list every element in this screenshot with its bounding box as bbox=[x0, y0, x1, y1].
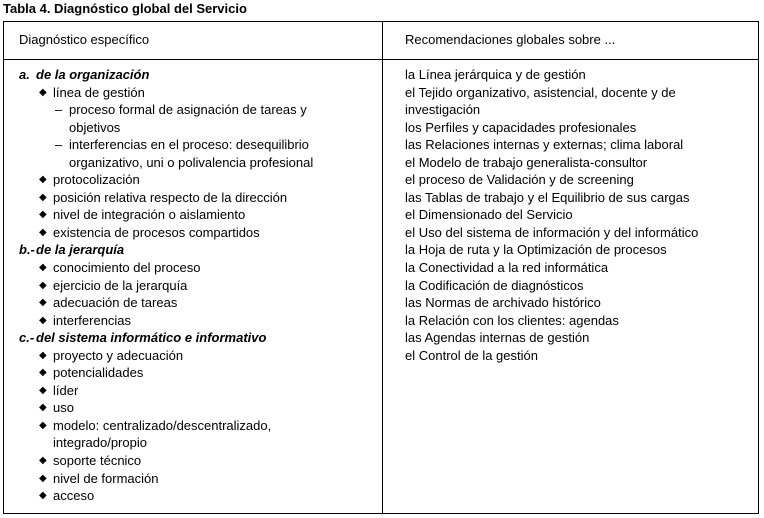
list-item-text: nivel de formación bbox=[53, 470, 159, 486]
recommendation-line: el Modelo de trabajo generalista-consultor bbox=[405, 154, 648, 170]
list-item bbox=[19, 171, 374, 189]
section-marker: a. bbox=[19, 67, 30, 82]
recommendation-line: las Normas de archivado histórico bbox=[405, 295, 601, 311]
list-item-text: posición relativa respecto de la dirección bbox=[53, 189, 288, 205]
diamond-bullet-icon: ◆ bbox=[39, 419, 47, 431]
list-item bbox=[19, 277, 374, 295]
list-item-text: interferencias bbox=[53, 312, 132, 328]
sub-list-item bbox=[19, 101, 374, 119]
list-item bbox=[19, 294, 374, 312]
section-heading bbox=[19, 66, 374, 84]
recomendaciones-column bbox=[405, 66, 750, 364]
recommendation-line: las Agendas internas de gestión bbox=[405, 330, 590, 346]
diamond-bullet-icon: ◆ bbox=[39, 314, 47, 326]
recommendation-line: la Conectividad a la red informática bbox=[405, 260, 609, 276]
diamond-bullet-icon: ◆ bbox=[39, 174, 47, 186]
list-item-text: nivel de integración o aislamiento bbox=[53, 207, 246, 223]
diamond-bullet-icon: ◆ bbox=[39, 279, 47, 291]
recommendation-line: el Uso del sistema de información y del informático bbox=[405, 224, 699, 240]
diamond-bullet-icon: ◆ bbox=[39, 297, 47, 309]
list-item bbox=[19, 347, 374, 365]
sub-list-item-text: organizativo, uni o polivalencia profesional bbox=[69, 154, 314, 170]
recommendation-line: las Relaciones internas y externas; clima laboral bbox=[405, 137, 684, 153]
sub-list-item-text: proceso formal de asignación de tareas y bbox=[69, 102, 307, 118]
list-item bbox=[19, 470, 374, 488]
recommendation-line: la Línea jerárquica y de gestión bbox=[405, 67, 586, 82]
recommendation-line: las Tablas de trabajo y el Equilibrio de sus cargas bbox=[405, 189, 690, 205]
header-divider bbox=[4, 59, 758, 60]
diamond-bullet-icon: ◆ bbox=[39, 472, 47, 484]
recommendation-line: el proceso de Validación y de screening bbox=[405, 172, 634, 188]
recommendation-line: la Hoja de ruta y la Optimización de procesos bbox=[405, 242, 667, 258]
section-heading bbox=[19, 241, 374, 259]
recommendation-line: la Relación con los clientes: agendas bbox=[405, 312, 619, 328]
diamond-bullet-icon: ◆ bbox=[39, 262, 47, 274]
list-item bbox=[19, 382, 374, 400]
section-marker: c.- bbox=[19, 330, 35, 346]
recommendation-line: investigación bbox=[405, 102, 481, 118]
recommendation-line: el Control de la gestión bbox=[405, 347, 538, 363]
diagnostico-column bbox=[19, 66, 374, 505]
diamond-bullet-icon: ◆ bbox=[39, 226, 47, 238]
list-item-text: soporte técnico bbox=[53, 453, 142, 469]
list-item-text: conocimiento del proceso bbox=[53, 260, 201, 276]
recommendation-line: la Codificación de diagnósticos bbox=[405, 277, 584, 293]
column-divider bbox=[382, 22, 383, 513]
list-item-text: uso bbox=[53, 400, 74, 416]
list-item-text: líder bbox=[53, 382, 79, 398]
diamond-bullet-icon: ◆ bbox=[39, 367, 47, 379]
list-item-continuation bbox=[19, 434, 374, 452]
diamond-bullet-icon: ◆ bbox=[39, 384, 47, 396]
list-item bbox=[19, 452, 374, 470]
sub-list-item-text: interferencias en el proceso: desequilibrio bbox=[69, 137, 309, 153]
diamond-bullet-icon: ◆ bbox=[39, 402, 47, 414]
list-item bbox=[19, 487, 374, 505]
diamond-bullet-icon: ◆ bbox=[39, 455, 47, 467]
dash-bullet-icon: – bbox=[55, 102, 63, 118]
header-recomendaciones-globales: Recomendaciones globales sobre ... bbox=[405, 32, 616, 47]
list-item bbox=[19, 259, 374, 277]
list-item-text: protocolización bbox=[53, 172, 140, 188]
list-item bbox=[19, 224, 374, 242]
diamond-bullet-icon: ◆ bbox=[39, 490, 47, 502]
list-item bbox=[19, 399, 374, 417]
sub-list-item bbox=[19, 136, 374, 154]
list-item-text: proyecto y adecuación bbox=[53, 347, 184, 363]
section-title: de la organización bbox=[36, 67, 150, 82]
list-item bbox=[19, 84, 374, 102]
list-item-text: potencialidades bbox=[53, 365, 144, 381]
sub-list-item-continuation bbox=[19, 119, 374, 137]
dash-bullet-icon: – bbox=[55, 137, 63, 153]
diamond-bullet-icon: ◆ bbox=[39, 86, 47, 98]
list-item bbox=[19, 189, 374, 207]
list-item-text: ejercicio de la jerarquía bbox=[53, 277, 188, 293]
header-diagnostico-especifico: Diagnóstico específico bbox=[19, 32, 150, 47]
recommendation-line: el Dimensionado del Servicio bbox=[405, 207, 573, 223]
list-item bbox=[19, 417, 374, 435]
list-item-text: integrado/propio bbox=[53, 435, 147, 451]
diagnosis-table bbox=[3, 21, 759, 514]
list-item-text: acceso bbox=[53, 488, 95, 504]
recommendation-line: los Perfiles y capacidades profesionales bbox=[405, 119, 637, 135]
section-title: de la jerarquía bbox=[36, 242, 125, 258]
table-caption: Tabla 4. Diagnóstico global del Servicio bbox=[3, 1, 247, 16]
list-item-text: línea de gestión bbox=[53, 84, 145, 100]
list-item bbox=[19, 312, 374, 330]
recommendation-line: el Tejido organizativo, asistencial, docente y de bbox=[405, 84, 676, 100]
list-item bbox=[19, 206, 374, 224]
list-item-text: adecuación de tareas bbox=[53, 295, 178, 311]
list-item-text: modelo: centralizado/descentralizado, bbox=[53, 417, 272, 433]
diamond-bullet-icon: ◆ bbox=[39, 209, 47, 221]
section-marker: b.- bbox=[19, 242, 35, 258]
diamond-bullet-icon: ◆ bbox=[39, 191, 47, 203]
diamond-bullet-icon: ◆ bbox=[39, 349, 47, 361]
section-title: del sistema informático e informativo bbox=[36, 330, 267, 346]
list-item-text: existencia de procesos compartidos bbox=[53, 224, 260, 240]
section-heading bbox=[19, 329, 374, 347]
sub-list-item-continuation bbox=[19, 154, 374, 172]
list-item bbox=[19, 364, 374, 382]
sub-list-item-text: objetivos bbox=[69, 119, 121, 135]
